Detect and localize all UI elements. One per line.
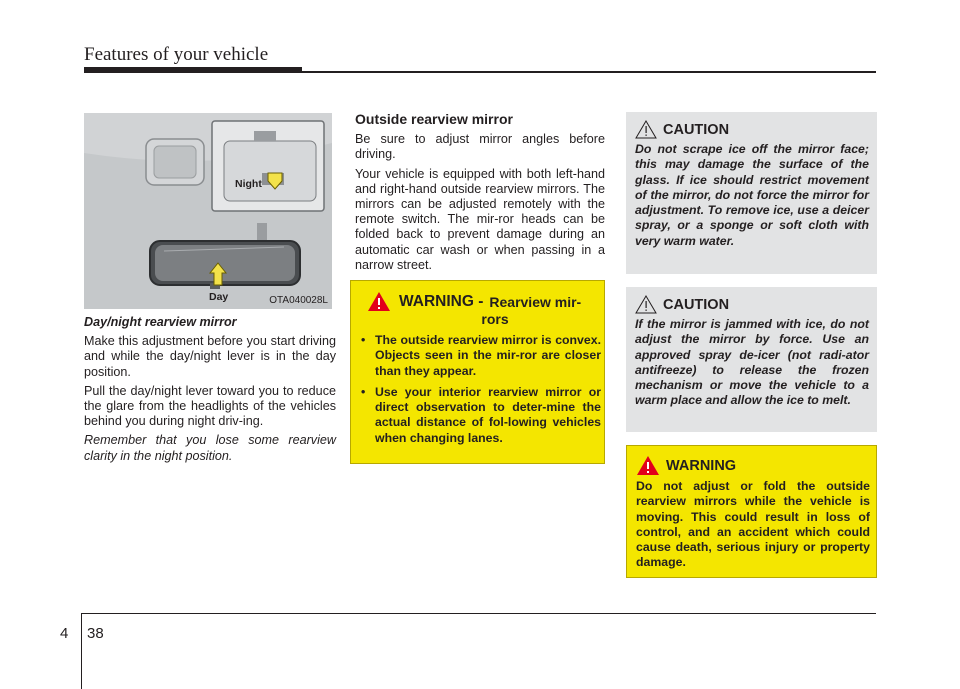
- warning-subtitle-1: Rearview mir-: [489, 293, 582, 310]
- night-label: Night: [235, 178, 262, 190]
- list-item: • Use your interior rearview mirror or direct observation to deter-mine the actual distance of fol-lowing vehicles when changing lanes.: [361, 384, 601, 445]
- middle-para-1: Be sure to adjust mirror angles before driving.: [355, 132, 605, 162]
- caution-title: CAUTION: [663, 296, 730, 313]
- warning-triangle-icon: [367, 291, 391, 312]
- day-night-subheading: Day/night rearview mirror: [84, 315, 237, 329]
- middle-para-2: Your vehicle is equipped with both left-hand and right-hand outside rearview mirrors. The mirrors can be adjusted remotely with the remote switch. The mir-ror heads can be folded back to prevent damage during an automatic car wash or when passing in a narrow street.: [355, 166, 605, 272]
- rearview-mirror-illustration: [84, 113, 332, 309]
- header-rule-thin: [84, 71, 876, 73]
- day-arrow-icon: [208, 261, 228, 287]
- page-header-title: Features of your vehicle: [84, 44, 269, 65]
- caution-triangle-icon: [635, 295, 657, 314]
- list-item: • The outside rearview mirror is convex. Objects seen in the mir-ror are closer than they appear.: [361, 333, 601, 378]
- warning-subtitle-2: rors: [481, 311, 509, 327]
- warning-body: Do not adjust or fold the outside rearview mirrors while the vehicle is moving. This could result in loss of control, and an accident which could cause death, serious injury or property damage.: [636, 479, 870, 570]
- night-arrow-icon: [265, 171, 285, 191]
- warning-triangle-icon: [636, 455, 660, 476]
- left-note: Remember that you lose some rearview clarity in the night position.: [84, 433, 336, 463]
- left-column: [84, 315, 336, 468]
- caution-body: Do not scrape ice off the mirror face; this may damage the surface of the glass. If ice should restrict movement of the mirror, do not force the mirror for adjustment. To remove ice, use a deicer spray, or a sponge or soft cloth with very warm water.: [635, 142, 869, 248]
- bullet-text: The outside rearview mirror is convex. Objects seen in the mir-ror are closer than they appear.: [375, 333, 601, 378]
- warning-title: WARNING -: [399, 292, 484, 310]
- warning-fold-box: [626, 445, 877, 578]
- section-number: 4: [60, 625, 69, 642]
- warning-title: WARNING: [666, 457, 737, 474]
- caution-body: If the mirror is jammed with ice, do not adjust the mirror by force. Use an approved spray de-icer (not radi-ator antifreeze) to release the frozen mechanism or move the vehicle to a warm place and allow the ice to melt.: [635, 317, 869, 408]
- warning-rearview-box: [350, 280, 605, 464]
- left-para-1: Make this adjustment before you start driving and while the day/night lever is in the day position.: [84, 334, 336, 379]
- bullet-text: Use your interior rearview mirror or direct observation to deter-mine the actual distance of fol-lowing vehicles when changing lanes.: [375, 384, 601, 445]
- left-para-2: Pull the day/night lever toward you to reduce the glare from the headlights of the vehicles behind you during night driv-ing.: [84, 383, 336, 429]
- day-label: Day: [209, 291, 229, 303]
- warning-bullet-list: [361, 333, 601, 452]
- caution-triangle-icon: [635, 120, 657, 139]
- caution-title: CAUTION: [663, 121, 730, 138]
- caution-jammed-box: [626, 287, 877, 432]
- middle-column: [355, 112, 605, 277]
- footer-rule-vertical: [81, 613, 82, 689]
- caution-ice-box: [626, 112, 877, 274]
- outside-mirror-heading: Outside rearview mirror: [355, 111, 513, 127]
- figure-code: OTA040028L: [269, 295, 328, 306]
- footer-rule-horizontal: [81, 613, 876, 614]
- page-number: 38: [87, 625, 104, 642]
